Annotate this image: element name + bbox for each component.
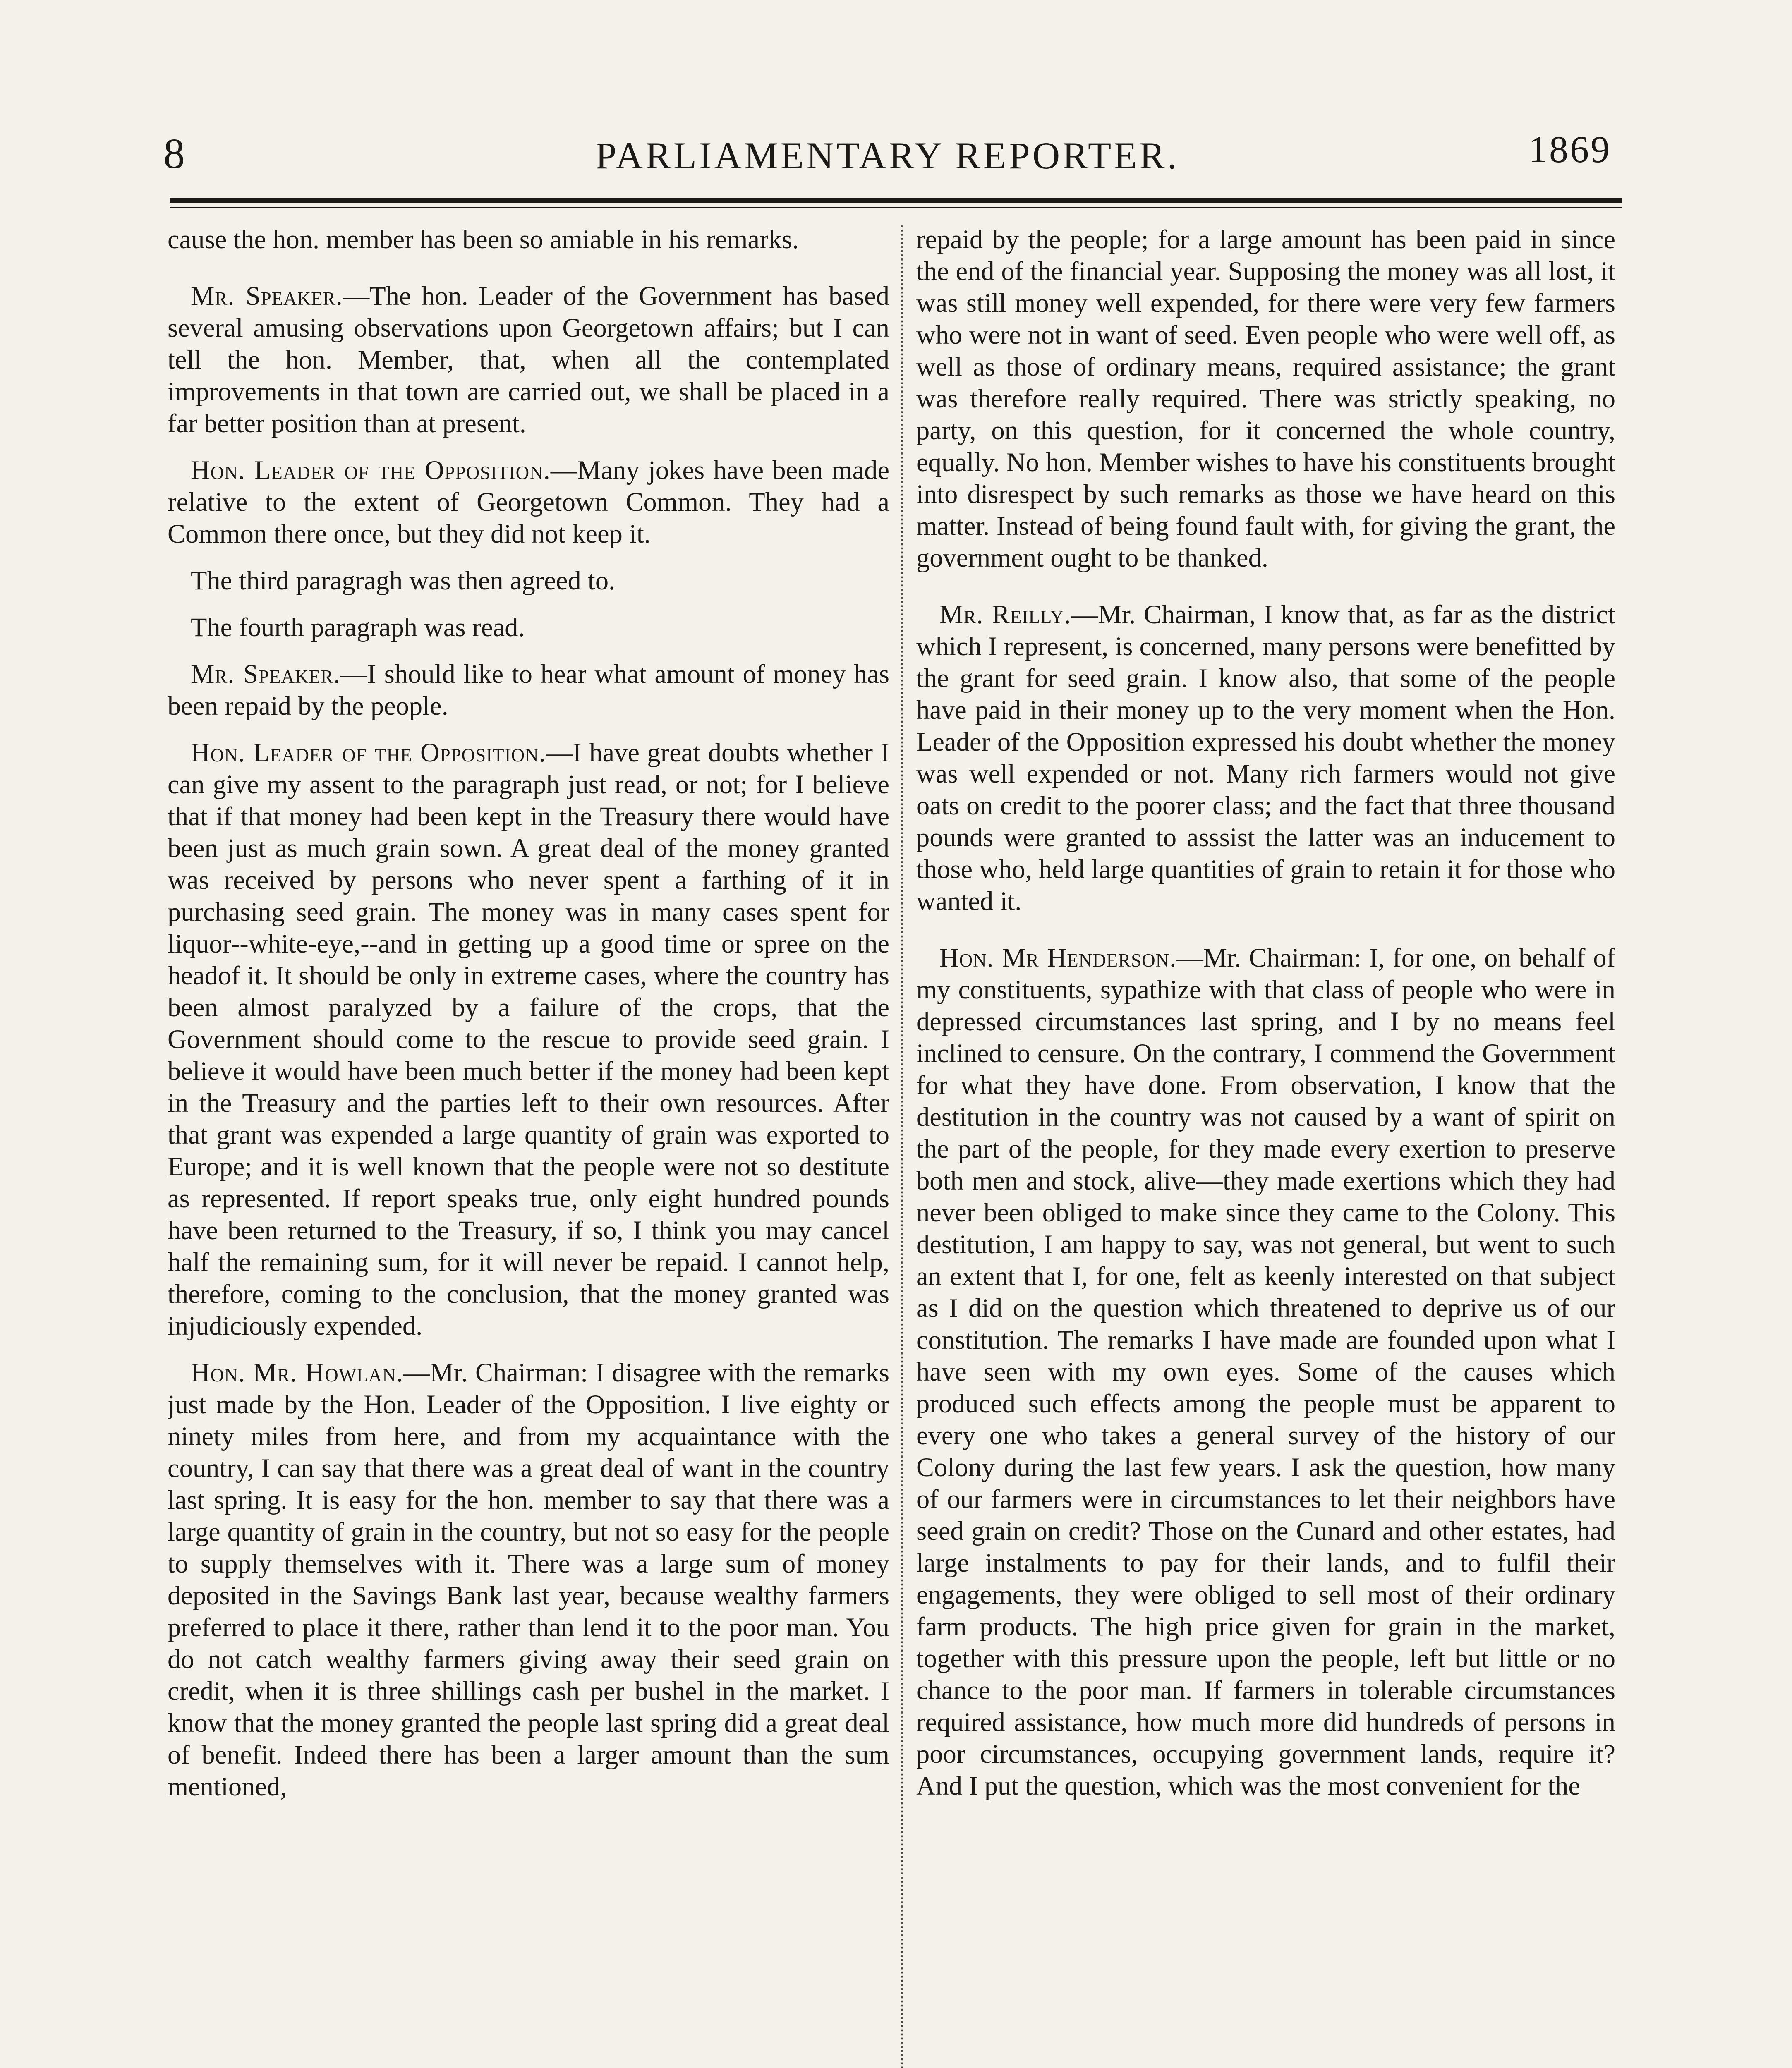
paragraph [916, 598, 1615, 917]
right-column [916, 223, 1615, 2068]
running-title: PARLIAMENTARY REPORTER. [595, 134, 1179, 177]
paragraph [916, 942, 1615, 1802]
paragraph-text: —The hon. Leader of the Government has based several amusing observations upon Georgetown affairs; but I can tell the hon. Member, that, when all the contemplated improvements in that town are carried out, we shall be placed in a far better position than at present. [168, 281, 889, 438]
paragraph [168, 223, 889, 255]
paragraph [916, 223, 1615, 574]
header-rule-thin [170, 207, 1622, 208]
speaker-name: Mr. Reilly. [939, 600, 1071, 629]
left-column [168, 223, 889, 2068]
paragraph-text: repaid by the people; for a large amount has been paid in since the end of the financial year. Supposing the money was all lost, it was still money well expended, for there were very few farmers who were not in want of seed. Even people who were well off, as well as those of ordinary means, required assistance; the grant was therefore really required. There was strictly speaking, no party, on this question, for it concerned the whole country, equally. No hon. Member wishes to have his constituents brought into disrespect by such remarks as those we have heard on this matter. Instead of being found fault with, for giving the grant, the government ought to be thanked. [916, 225, 1615, 572]
page-number: 8 [163, 130, 185, 177]
paragraph-text: —Many jokes have been made relative to the extent of Georgetown Common. They had a Common there once, but they did not keep it. [168, 455, 889, 548]
paragraph [168, 454, 889, 550]
paragraph-text: —Mr. Chairman: I, for one, on behalf of my constituents, sypathize with that class of people who were in depressed circumstances last spring, and I by no means feel inclined to censure. On the contrary, I commend the Government for what they have done. From observation, I know that the destitution in the country was not caused by a want of spirit on the part of the people, for they made every exertion to preserve both men and stock, alive—they made exertions which they had never been obliged to make since they came to the Colony. This destitution, I am happy to say, was not general, but went to such an extent that I, for one, felt as keenly interested on that subject as I did on the question which threatened to deprive us of our constitution. The remarks I have made are founded upon what I have seen with my own eyes. Some of the causes which produced such effects among the people must be apparent to every one who takes a general survey of the history of our Colony during the last few years. I ask the question, how many of our farmers were in circumstances to let their neighbors have seed grain on credit? Those on the Cunard and other estates, had large instalments to pay for their lands, and to fulfil their engagements, they were obliged to sell most of their ordinary farm products. The high price given for grain in the market, together with this pressure upon the people, left but little or no chance to the poor man. If farmers in tolerable circumstances required assistance, how much more did hundreds of persons in poor circumstances, occupying government lands, require it? And I put the question, which was the most convenient for the [916, 943, 1615, 1800]
paragraph [168, 280, 889, 439]
speaker-name: Hon. Leader of the Opposition. [191, 738, 546, 767]
speaker-name: Hon. Mr Henderson. [939, 943, 1177, 972]
speaker-name: Mr. Speaker. [191, 659, 341, 689]
paragraph-text: cause the hon. member has been so amiable in his remarks. [168, 225, 799, 254]
year: 1869 [1528, 128, 1611, 170]
paragraph [168, 611, 889, 643]
speaker-name: Mr. Speaker. [191, 281, 343, 311]
page-header [163, 124, 1611, 186]
header-rule-thick [170, 198, 1622, 203]
paragraph-text: The third paragragh was then agreed to. [191, 566, 616, 595]
speaker-name: Hon. Mr. Howlan. [191, 1358, 403, 1387]
speaker-name: Hon. Leader of the Opposition. [191, 455, 551, 485]
paragraph-text: —Mr. Chairman, I know that, as far as the district which I represent, is concerned, many persons were benefitted by the grant for seed grain. I know also, that some of the people have paid in their money up to the very moment when the Hon. Leader of the Opposition expressed his doubt whether the money was well expended or not. Many rich farmers would not give oats on credit to the poorer class; and the fact that three thousand pounds were granted to asssist the latter was an inducement to those who, held large quantities of grain to retain it for those who wanted it. [916, 600, 1615, 916]
paragraph-text: —Mr. Chairman: I disagree with the remarks just made by the Hon. Leader of the Opposition. I live eighty or ninety miles from here, and from my acquaintance with the country, I can say that there was a great deal of want in the country last spring. It is easy for the hon. member to say that there was a large quantity of grain in the country, but not so easy for the people to supply themselves with it. There was a large sum of money deposited in the Savings Bank last year, because wealthy farmers preferred to place it there, rather than lend it to the poor man. You do not catch wealthy farmers giving away their seed grain on credit, when it is three shillings cash per bushel in the market. I know that the money granted the people last spring did a great deal of benefit. Indeed there has been a larger amount than the sum mentioned, [168, 1358, 889, 1801]
column-divider [901, 225, 903, 2068]
paragraph [168, 658, 889, 722]
paragraph-text: —I should like to hear what amount of money has been repaid by the people. [168, 659, 889, 720]
paragraph [168, 565, 889, 596]
paragraph [168, 1357, 889, 1802]
paragraph [168, 737, 889, 1342]
paragraph-text: —I have great doubts whether I can give my assent to the paragraph just read, or not; for I believe that if that money had been kept in the Treasury there would have been just as much grain sown. A great deal of the money granted was received by persons who never spent a farthing of it in purchasing seed grain. The money was in many cases spent for liquor--white-eye,--and in getting up a good time or spree on the headof it. It should be only in extreme cases, where the country has been almost paralyzed by a failure of the crops, that the Government should come to the rescue to provide seed grain. I believe it would have been much better if the money had been kept in the Treasury and the parties left to their own resources. After that grant was expended a large quantity of grain was exported to Europe; and it is well known that the people were not so destitute as represented. If report speaks true, only eight hundred pounds have been returned to the Treasury, if so, I think you may cancel half the remaining sum, for it will never be repaid. I cannot help, therefore, coming to the conclusion, that the money granted was injudiciously expended. [168, 738, 889, 1340]
paragraph-text: The fourth paragraph was read. [191, 613, 525, 642]
